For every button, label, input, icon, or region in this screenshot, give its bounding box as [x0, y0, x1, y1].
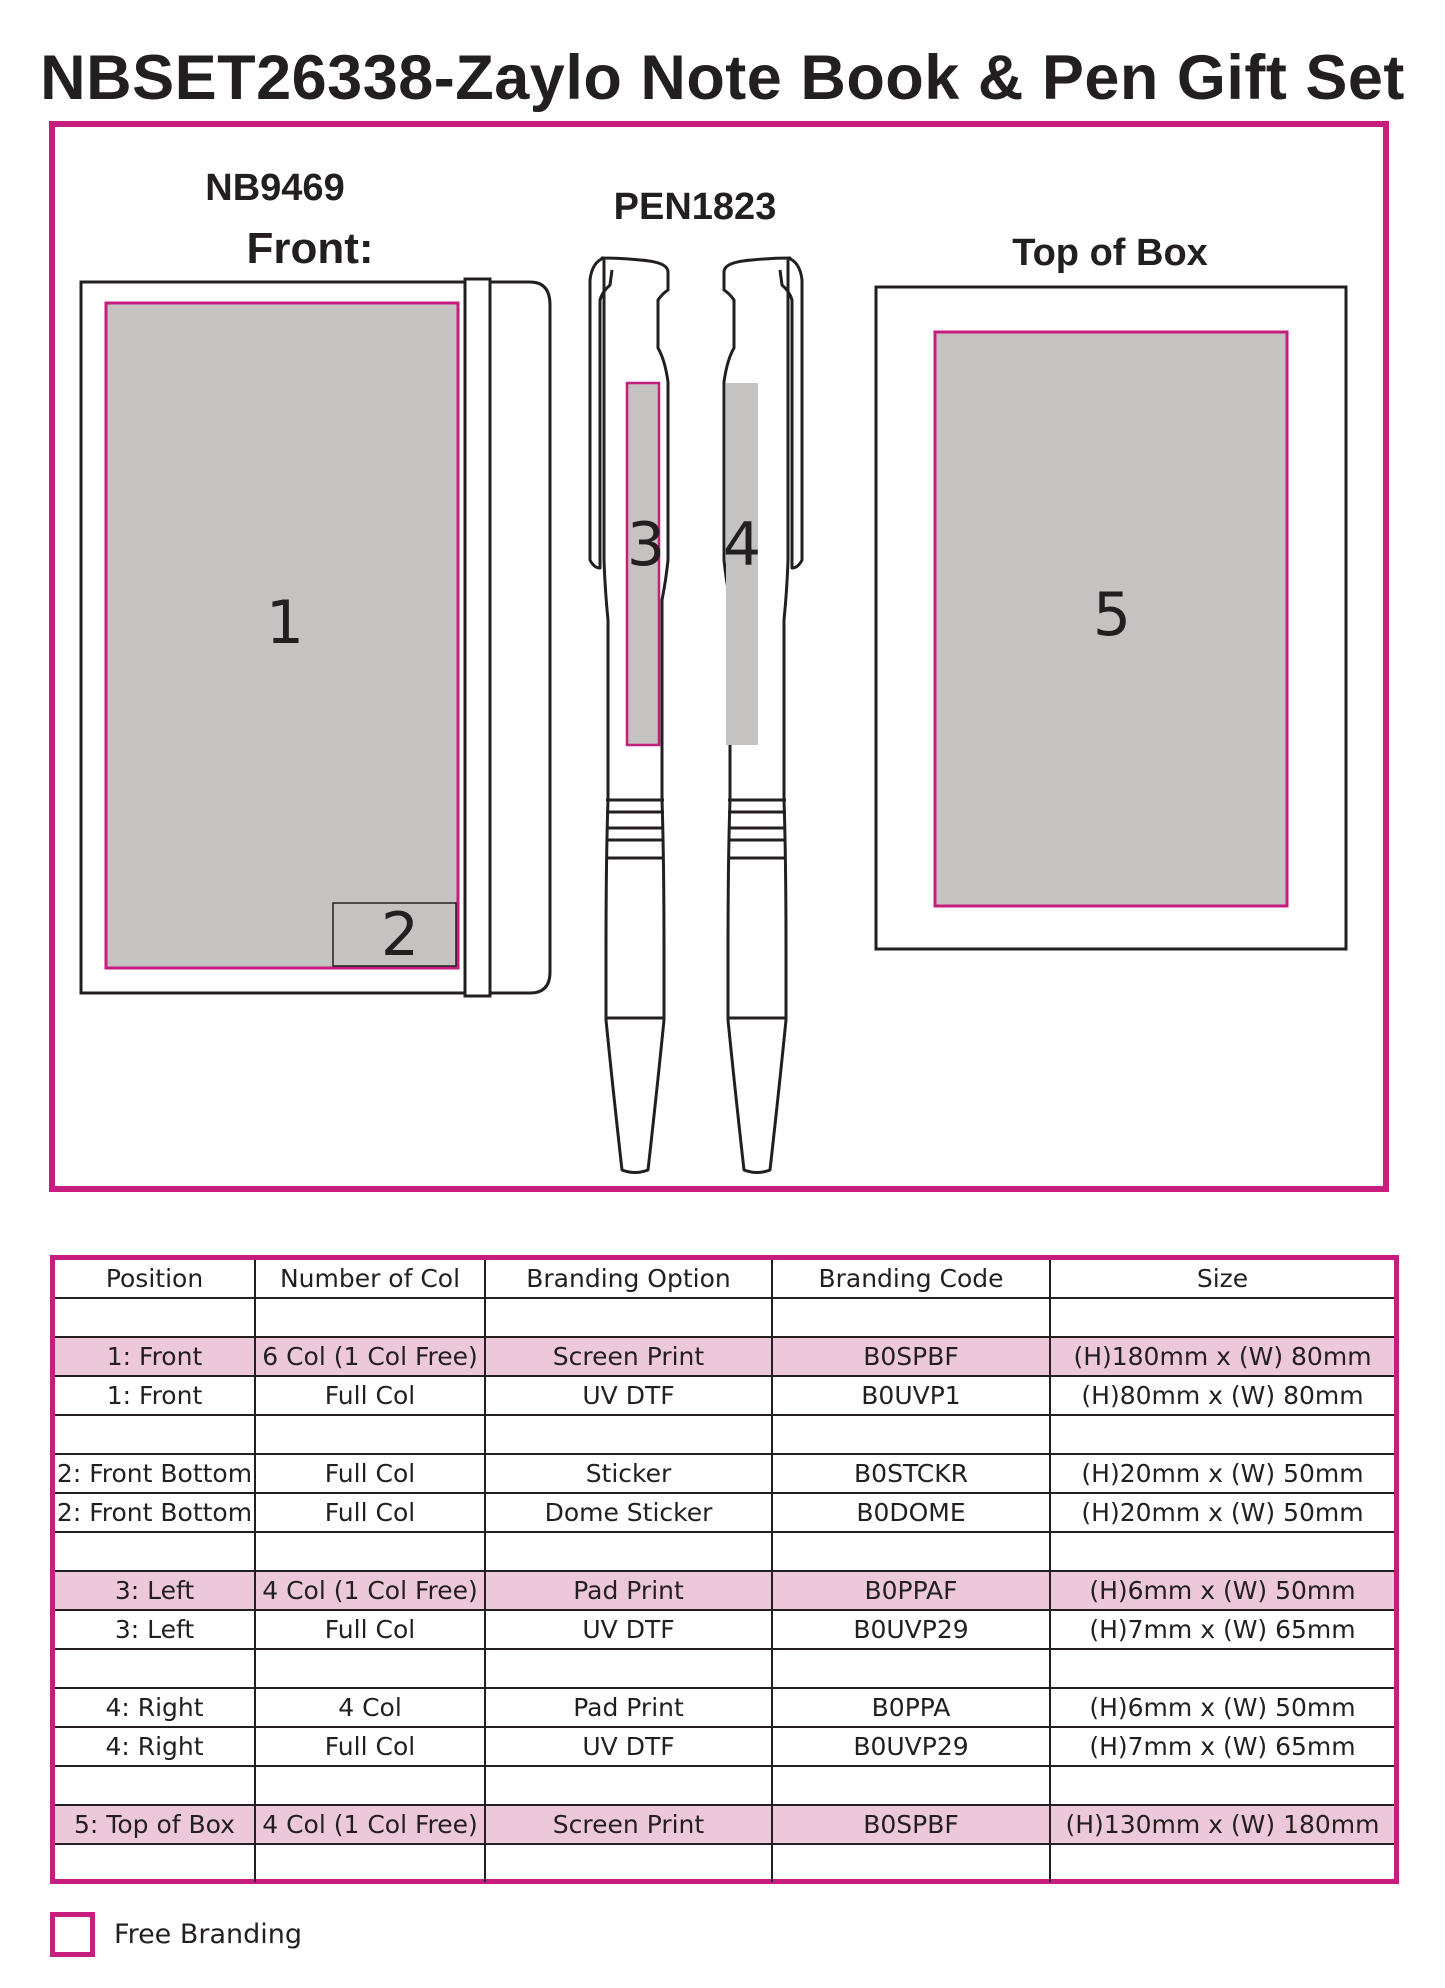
table-cell	[1050, 1532, 1394, 1571]
table-cell	[485, 1766, 772, 1805]
table-cell	[55, 1844, 255, 1882]
table-cell: 3: Left	[55, 1610, 255, 1649]
table-cell	[55, 1298, 255, 1337]
table-cell: (H)7mm x (W) 65mm	[1050, 1610, 1394, 1649]
table-cell: 6 Col (1 Col Free)	[255, 1337, 485, 1376]
table-cell: UV DTF	[485, 1376, 772, 1415]
table-cell: 4: Right	[55, 1688, 255, 1727]
column-header: Position	[55, 1260, 255, 1298]
table-cell: (H)20mm x (W) 50mm	[1050, 1493, 1394, 1532]
table-row	[55, 1376, 1394, 1415]
table-cell: 2: Front Bottom	[55, 1454, 255, 1493]
table-cell: B0DOME	[772, 1493, 1050, 1532]
table-cell: (H)7mm x (W) 65mm	[1050, 1727, 1394, 1766]
column-header: Branding Code	[772, 1260, 1050, 1298]
free-branding-swatch	[50, 1912, 95, 1957]
table-cell: 2: Front Bottom	[55, 1493, 255, 1532]
table-header-row	[55, 1260, 1394, 1298]
table-cell	[55, 1532, 255, 1571]
table-cell: Dome Sticker	[485, 1493, 772, 1532]
table-cell: B0STCKR	[772, 1454, 1050, 1493]
table-cell: 5: Top of Box	[55, 1805, 255, 1844]
table-cell: Full Col	[255, 1610, 485, 1649]
table-cell	[772, 1298, 1050, 1337]
pen-code: PEN1823	[613, 186, 777, 228]
table-cell: Full Col	[255, 1493, 485, 1532]
table-cell	[55, 1766, 255, 1805]
table-cell	[1050, 1649, 1394, 1688]
column-header: Number of Col	[255, 1260, 485, 1298]
position-4-label: 4	[722, 510, 762, 580]
page-title: NBSET26338-Zaylo Note Book & Pen Gift Set	[40, 43, 1405, 113]
table-cell	[485, 1532, 772, 1571]
table-cell: (H)6mm x (W) 50mm	[1050, 1571, 1394, 1610]
notebook-code: NB9469	[205, 167, 345, 209]
box-view-label: Top of Box	[1012, 232, 1208, 274]
table-cell: B0UVP1	[772, 1376, 1050, 1415]
table-cell: 1: Front	[55, 1376, 255, 1415]
table-row	[55, 1844, 1394, 1882]
table-cell: 4 Col (1 Col Free)	[255, 1571, 485, 1610]
table-cell: B0SPBF	[772, 1337, 1050, 1376]
position-3-label: 3	[626, 510, 666, 580]
table-cell	[485, 1415, 772, 1454]
table-cell	[255, 1532, 485, 1571]
table-cell	[772, 1844, 1050, 1882]
table-body	[55, 1298, 1394, 1882]
free-branding-label: Free Branding	[114, 1919, 303, 1950]
table-cell: UV DTF	[485, 1727, 772, 1766]
column-header: Size	[1050, 1260, 1394, 1298]
table-cell: Full Col	[255, 1376, 485, 1415]
table-cell: (H)80mm x (W) 80mm	[1050, 1376, 1394, 1415]
table-row	[55, 1298, 1394, 1337]
table-row	[55, 1688, 1394, 1727]
table-cell: (H)6mm x (W) 50mm	[1050, 1688, 1394, 1727]
table-cell: Pad Print	[485, 1688, 772, 1727]
table-cell	[255, 1844, 485, 1882]
table-row	[55, 1649, 1394, 1688]
table-cell	[255, 1415, 485, 1454]
table-cell	[1050, 1766, 1394, 1805]
table-cell: B0PPA	[772, 1688, 1050, 1727]
table-cell: 4: Right	[55, 1727, 255, 1766]
table-cell	[772, 1532, 1050, 1571]
branding-table	[55, 1260, 1394, 1882]
table-cell	[772, 1766, 1050, 1805]
notebook-view-label: Front:	[246, 224, 374, 273]
table-cell: Sticker	[485, 1454, 772, 1493]
table-cell	[485, 1844, 772, 1882]
position-1-label: 1	[265, 588, 305, 658]
table-row	[55, 1610, 1394, 1649]
table-cell	[485, 1298, 772, 1337]
table-cell	[255, 1649, 485, 1688]
table-cell: B0UVP29	[772, 1727, 1050, 1766]
table-cell	[485, 1649, 772, 1688]
table-cell	[55, 1649, 255, 1688]
table-cell: (H)130mm x (W) 180mm	[1050, 1805, 1394, 1844]
table-cell	[255, 1298, 485, 1337]
table-cell: 4 Col (1 Col Free)	[255, 1805, 485, 1844]
table-cell: Screen Print	[485, 1337, 772, 1376]
table-row	[55, 1571, 1394, 1610]
table-cell: Full Col	[255, 1727, 485, 1766]
table-row	[55, 1415, 1394, 1454]
table-cell: (H)20mm x (W) 50mm	[1050, 1454, 1394, 1493]
table-row	[55, 1337, 1394, 1376]
table-cell: Screen Print	[485, 1805, 772, 1844]
table-cell: B0SPBF	[772, 1805, 1050, 1844]
table-cell: B0PPAF	[772, 1571, 1050, 1610]
table-row	[55, 1532, 1394, 1571]
table-cell: 4 Col	[255, 1688, 485, 1727]
table-cell: (H)180mm x (W) 80mm	[1050, 1337, 1394, 1376]
table-row	[55, 1805, 1394, 1844]
table-cell	[1050, 1415, 1394, 1454]
table-row	[55, 1766, 1394, 1805]
position-2-label: 2	[380, 900, 420, 970]
table-cell: B0UVP29	[772, 1610, 1050, 1649]
table-cell	[772, 1415, 1050, 1454]
table-cell: Full Col	[255, 1454, 485, 1493]
table-cell: 3: Left	[55, 1571, 255, 1610]
table-cell	[772, 1649, 1050, 1688]
table-row	[55, 1493, 1394, 1532]
table-cell	[55, 1415, 255, 1454]
table-row	[55, 1727, 1394, 1766]
position-5-label: 5	[1092, 580, 1132, 650]
column-header: Branding Option	[485, 1260, 772, 1298]
table-row	[55, 1454, 1394, 1493]
table-cell: 1: Front	[55, 1337, 255, 1376]
table-cell	[1050, 1844, 1394, 1882]
table-cell	[1050, 1298, 1394, 1337]
table-cell	[255, 1766, 485, 1805]
table-cell: Pad Print	[485, 1571, 772, 1610]
table-cell: UV DTF	[485, 1610, 772, 1649]
